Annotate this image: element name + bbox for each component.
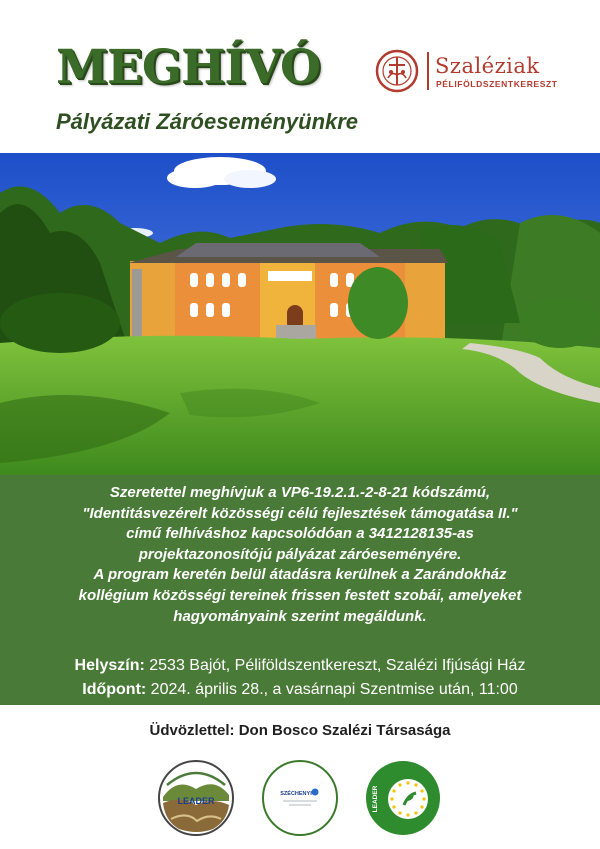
leader-eu-logo-icon [364, 759, 442, 837]
invitation-line: hagyományaink szerint megáldunk. [173, 607, 427, 625]
invitation-line: A program keretén belül átadásra kerülnek a Zarándokház [93, 566, 507, 584]
partner-label: LEADER [372, 785, 379, 813]
logo-divider [427, 52, 429, 90]
invitation-line: projektazonosítójú pályázat záróeseményére. [138, 545, 462, 563]
time-value: 2024. április 28., a vasárnapi Szentmise után, 11:00 [146, 681, 518, 698]
invitation-line: kollégium közösségi tereinek frissen festett szobái, amelyeket [78, 586, 522, 604]
page-subtitle: Pályázati Záróeseményünkre [56, 109, 359, 134]
invitation-line: "Identitásvezérelt közösségi célú fejlesztések támogatása II." [82, 504, 518, 522]
szechenyi-plan-logo-icon [261, 759, 339, 837]
salesian-emblem-icon [374, 48, 420, 94]
time-label: Időpont: [82, 681, 147, 698]
building-photo [0, 153, 600, 475]
leader-pilis-logo-icon [157, 759, 235, 837]
location-value: 2533 Bajót, Péliföldszentkereszt, Szalézi Ifjúsági Ház [144, 657, 526, 674]
org-location: PÉLIFÖLDSZENTKERESZT [436, 79, 558, 89]
invitation-line: Szeretettel meghívjuk a VP6-19.2.1.-2-8-21 kódszámú, [109, 484, 491, 501]
event-location [20, 657, 580, 675]
invitation-panel [0, 475, 600, 705]
page-title: MEGHÍVÓ [56, 40, 320, 95]
location-label: Helyszín: [74, 657, 145, 674]
invitation-text [30, 483, 570, 627]
org-name: Szaléziak [435, 54, 540, 78]
partner-label: SZÉCHENYI [280, 791, 312, 797]
partner-label: LEADER [177, 796, 215, 806]
event-time [20, 681, 580, 699]
greeting: Üdvözlettel: Don Bosco Szalézi Társasága [149, 722, 451, 739]
invitation-line: című felhíváshoz kapcsolódóan a 3412128135-as [126, 525, 474, 543]
salesians-logo [374, 48, 558, 98]
